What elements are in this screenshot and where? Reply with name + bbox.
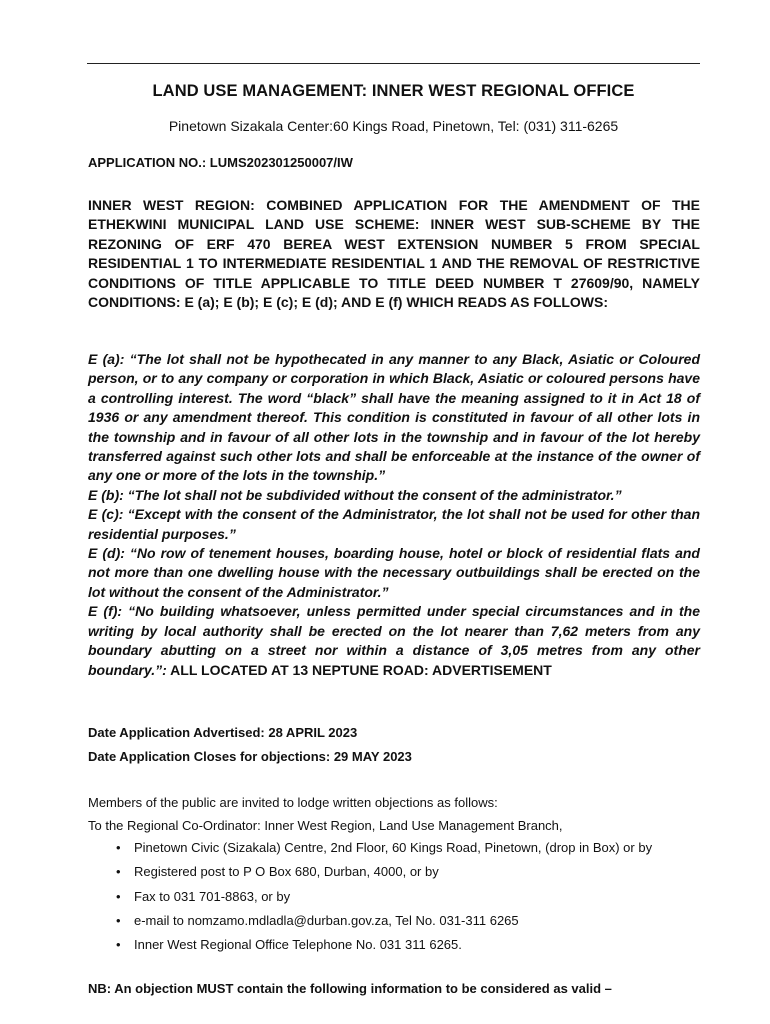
office-address: Pinetown Sizakala Center:60 Kings Road, Pinetown, Tel: (031) 311-6265: [168, 118, 619, 134]
list-item: [116, 836, 652, 860]
condition-e-a: E (a): “The lot shall not be hypothecated in any manner to any Black, Asiatic or Coloured person, or to any company or corporation in which Black, Asiatic or coloured persons have a controlling interest. The word “black” shall have the meaning assigned to it in Act 18 of 1936 or any amendment thereof. This condition is constituted in favour of all other lots in the township and in favour of all other lots in the township and in favour of the lot hereby transferred against such other lots and shall be enforceable at the instance of the owner of any one or more of the lots in the township.”: [88, 351, 700, 484]
objection-intro: [88, 791, 563, 837]
dates-block: [88, 721, 412, 769]
bullet-icon: •: [116, 912, 121, 928]
conditions-block: [88, 350, 700, 680]
list-item-text: Registered post to P O Box 680, Durban, 4000, or by: [134, 864, 439, 880]
list-item-text: e-mail to nomzamo.mdladla@durban.gov.za, Tel No. 031-311 6265: [134, 912, 519, 928]
list-item-text: Pinetown Civic (Sizakala) Centre, 2nd Floor, 60 Kings Road, Pinetown, (drop in Box) or by: [134, 840, 653, 855]
top-rule: [87, 63, 700, 64]
list-item: [116, 909, 652, 933]
condition-e-f: E (f): “No building whatsoever, unless permitted under special circumstances and in the writing by local authority shall be erected on the lot nearer than 7,62 meters from any boundary abutting on a street nor within a distance of 3,05 metres from any other boundary.”:: [88, 603, 700, 678]
document-title: LAND USE MANAGEMENT: INNER WEST REGIONAL OFFICE: [152, 82, 635, 100]
bullet-icon: •: [116, 937, 121, 953]
application-heading: INNER WEST REGION: COMBINED APPLICATION FOR THE AMENDMENT OF THE ETHEKWINI MUNICIPAL LAND USE SCHEME: INNER WEST SUB-SCHEME BY THE REZONING OF ERF 470 BEREA WEST EXTENSION NUMBER 5 FROM SPECIAL RESIDENTIAL 1 TO INTERMEDIATE RESIDENTIAL 1 AND THE REMOVAL OF RESTRICTIVE CONDITIONS OF TITLE APPLICABLE TO TITLE DEED NUMBER T 27609/90, NAMELY CONDITIONS: E (a); E (b); E (c); E (d); AND E (f) WHICH READS AS FOLLOWS:: [88, 197, 700, 311]
date-advertised: Date Application Advertised: 28 APRIL 2023: [88, 725, 358, 740]
objection-methods-list: [116, 836, 652, 957]
location-advertisement: ALL LOCATED AT 13 NEPTUNE ROAD: ADVERTISEMENT: [166, 661, 552, 678]
regional-coordinator: To the Regional Co-Ordinator: Inner West Region, Land Use Management Branch,: [88, 818, 563, 833]
condition-e-b: E (b): “The lot shall not be subdivided without the consent of the administrator.”: [88, 486, 622, 503]
list-item: [116, 933, 652, 957]
date-closes: Date Application Closes for objections: 29 MAY 2023: [88, 749, 412, 764]
public-intro: Members of the public are invited to lodge written objections as follows:: [88, 795, 498, 810]
condition-e-c: E (c): “Except with the consent of the Administrator, the lot shall not be used for other than residential purposes.”: [88, 506, 700, 542]
list-item: [116, 885, 652, 909]
bullet-icon: •: [116, 840, 121, 855]
nb-note: NB: An objection MUST contain the following information to be considered as valid –: [88, 981, 612, 996]
list-item: [116, 860, 652, 884]
list-item-text: Inner West Regional Office Telephone No. 031 311 6265.: [134, 937, 462, 953]
condition-e-f-wrapper: [88, 602, 700, 680]
bullet-icon: •: [116, 864, 121, 880]
application-number: APPLICATION NO.: LUMS202301250007/IW: [88, 155, 353, 170]
condition-e-d: E (d): “No row of tenement houses, boarding house, hotel or block of residential flats and not more than one dwelling house with the necessary outbuildings shall be erected on the lot without the consent of the Administrator.”: [88, 545, 700, 600]
list-item-text: Fax to 031 701-8863, or by: [134, 888, 291, 904]
bullet-icon: •: [116, 888, 121, 904]
